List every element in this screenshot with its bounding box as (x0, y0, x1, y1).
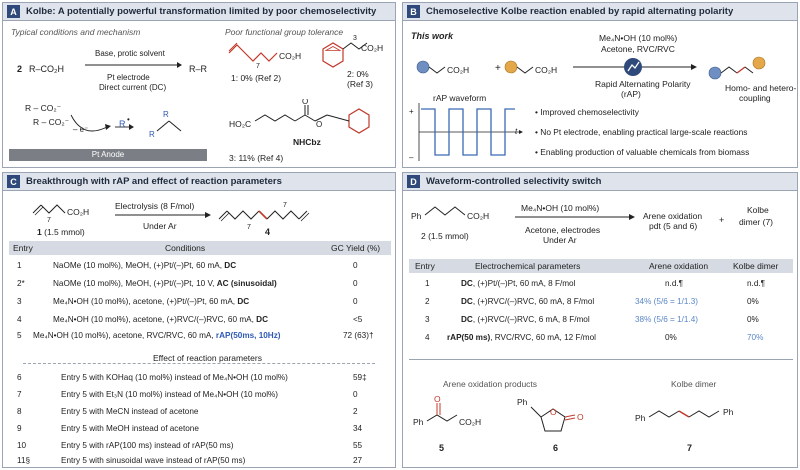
panel-c-letter: C (7, 175, 20, 188)
table-d-entry: 3 (425, 315, 430, 324)
table-c-highlight: DC (256, 315, 268, 324)
panel-d-header (403, 173, 797, 191)
panel-a-letter: A (7, 5, 20, 18)
compound-3-label: 3: 11% (Ref 4) (229, 153, 284, 163)
table-c-row (3, 315, 396, 329)
panel-d-letter: D (407, 175, 420, 188)
svg-text:O: O (302, 99, 309, 106)
table-c-entry: 3 (17, 297, 22, 306)
compound-1-amount: 1 (1.5 mmol) (37, 227, 85, 237)
table-c-effect-text: Entry 5 with sinusoidal wave instead of rAP(50 ms) (61, 456, 246, 465)
svg-text:O: O (316, 120, 323, 129)
d-product2-line2: dimer (7) (739, 217, 774, 227)
coupling-product-structure (705, 53, 775, 83)
table-c-effect-text: Entry 5 with rAP(100 ms) instead of rAP(50 ms) (61, 441, 234, 450)
d-arrow-bottom-1: Acetone, electrodes (525, 225, 601, 235)
product-line-1: Homo- and hetero- (725, 83, 797, 93)
rxn-condition-above: Base, protic solvent (95, 49, 165, 58)
panel-a (2, 2, 396, 168)
svg-text:Ph: Ph (517, 397, 528, 407)
table-d-waveform: DC (461, 297, 473, 306)
table-d-waveform: rAP(50 ms) (447, 333, 491, 342)
pt-anode-bar: Pt Anode (9, 149, 207, 161)
waveform-label: rAP waveform (433, 93, 487, 103)
table-c-effect-yield: 0 (353, 390, 358, 399)
table-d-entry: 4 (425, 333, 430, 342)
table-c-head-entry: Entry (13, 243, 33, 253)
table-d-waveform: DC (461, 279, 473, 288)
table-c-effect-row (3, 373, 396, 387)
table-d-kolbe: 70% (747, 333, 764, 342)
rr-product-sketch (149, 107, 189, 141)
table-c-condition: Me₄N•OH (10 mol%), acetone, (+)RVC/(–)RVC, 60 mA, DC (53, 315, 268, 324)
table-d-kolbe: 0% (747, 297, 759, 306)
effect-heading: Effect of reaction parameters (149, 353, 266, 363)
table-c-condition: Me₄N•OH (10 mol%), acetone, (+)Pt/(–)Pt, 60 mA, DC (53, 297, 250, 306)
compound-5-label: 5 (439, 443, 445, 453)
d-arrow-top: Me₄N•OH (10 mol%) (521, 203, 600, 213)
compound-5-structure (413, 395, 503, 439)
table-d-arene: 0% (665, 333, 677, 342)
electron-loss: – e⁻ (73, 125, 89, 134)
table-c-head-conditions: Conditions (165, 243, 206, 253)
panel-c-title: Breakthrough with rAP and effect of reaction parameters (26, 176, 282, 187)
table-c-effect-entry: 7 (17, 390, 22, 399)
panel-a-header (3, 3, 395, 21)
table-c-highlight: rAP(50ms, 10Hz) (215, 331, 281, 340)
table-c-effect-entry: 11§ (17, 456, 31, 465)
svg-text:7: 7 (247, 224, 251, 231)
svg-text:CO₂H: CO₂H (459, 417, 482, 427)
compound-6-label: 6 (553, 443, 559, 453)
reagent-line-1: Me₄N•OH (10 mol%) (599, 33, 678, 43)
table-d-row (403, 297, 798, 311)
compound-4-structure (217, 197, 347, 231)
conditions-heading: Typical conditions and mechanism (11, 27, 141, 37)
panel-b (402, 2, 798, 168)
product-line-2: coupling (739, 93, 771, 103)
table-c-yield: 0 (353, 261, 358, 270)
table-c-yield: <5 (353, 315, 363, 324)
table-c-highlight: AC (sinusoidal) (216, 279, 277, 288)
this-work-label: This work (411, 31, 454, 41)
table-d-kolbe: n.d.¶ (747, 279, 766, 288)
table-c-effect-text: Entry 5 with MeOH instead of acetone (61, 424, 199, 433)
table-d-bottom-rule (409, 359, 793, 360)
table-d-params: DC, (+)RVC/(–)RVC, 6 mA, 8 F/mol (461, 315, 590, 324)
d-sm-ph: Ph (411, 211, 422, 221)
table-c-entry: 5 (17, 331, 22, 340)
radical-label: R (119, 119, 126, 129)
compound-4-label: 4 (265, 227, 271, 237)
waveform-t-axis: t (515, 127, 518, 136)
table-d-kolbe: 0% (747, 315, 759, 324)
table-d-row (403, 315, 798, 329)
table-c-effect-entry: 9 (17, 424, 22, 433)
compound-1-subscript-c: 7 (47, 217, 51, 224)
waveform-minus: – (409, 153, 414, 162)
table-c-effect-text: Entry 5 with MeCN instead of acetone (61, 407, 199, 416)
compound-2-subscript: 3 (353, 35, 357, 42)
table-c-entry: 4 (17, 315, 22, 324)
table-d-head-kolbe: Kolbe dimer (733, 261, 779, 271)
table-c-highlight: DC (224, 261, 237, 270)
table-c-effect-yield: 34 (353, 424, 363, 433)
d-sm-label: 2 (1.5 mmol) (421, 231, 469, 241)
table-c-head-yield: GC Yield (%) (331, 243, 381, 253)
tolerance-heading: Poor functional group tolerance (225, 27, 344, 37)
table-c-entry: 1 (17, 261, 22, 270)
waveform-plus: + (409, 107, 414, 116)
table-c-effect-yield: 27 (353, 456, 363, 465)
table-c-effect-yield: 55 (353, 441, 363, 450)
table-c-effect-entry: 10 (17, 441, 27, 450)
table-d-params: rAP(50 ms), RVC/RVC, 60 mA, 12 F/mol (447, 333, 596, 342)
rxn-condition-below1: Pt electrode (107, 73, 150, 82)
bullet-3: • Enabling production of valuable chemicals from biomass (535, 147, 750, 157)
table-c-yield: 0 (353, 279, 358, 288)
table-c-effect-row (3, 424, 396, 438)
rxn-condition-below2: Direct current (DC) (99, 83, 167, 92)
panel-d-title: Waveform-controlled selectivity switch (426, 176, 602, 187)
svg-text:Ph: Ph (723, 407, 734, 417)
table-d-params: DC, (+)RVC/(–)RVC, 60 mA, 8 F/mol (461, 297, 595, 306)
panel-a-title: Kolbe: A potentially powerful transformation limited by poor chemoselectivity (26, 6, 377, 17)
effect-divider (23, 363, 375, 364)
reactant-1-co2h: CO₂H (447, 65, 470, 75)
compound-2-co2h: CO₂H (361, 43, 384, 53)
table-c-condition: NaOMe (10 mol%), MeOH, (+)Pt/(–)Pt, 60 mA, DC (53, 261, 237, 270)
rap-waveform-plot (415, 101, 527, 163)
compound-1-label: 1: 0% (Ref 2) (231, 73, 282, 83)
compound-3-nhcbz: NHCbz (293, 137, 321, 147)
table-d-head-entry: Entry (415, 261, 435, 271)
compound-7-structure (635, 399, 785, 433)
rap-label-1: Rapid Alternating Polarity (595, 79, 691, 89)
panel-c (2, 172, 396, 468)
svg-text:7: 7 (283, 202, 287, 209)
panel-b-title: Chemoselective Kolbe reaction enabled by rapid alternating polarity (426, 6, 734, 17)
svg-text:Ph: Ph (635, 413, 646, 423)
panel-c-header (3, 173, 395, 191)
table-c-entry: 2* (17, 279, 25, 288)
table-d-waveform: DC (461, 315, 473, 324)
table-d-row (403, 279, 798, 293)
table-c-row (3, 261, 396, 275)
electrolysis-arrow (113, 211, 213, 219)
table-c-row (3, 331, 396, 345)
compound-3-ho2c: HO₂C (229, 119, 252, 129)
bullet-2: • No Pt electrode, enabling practical large-scale reactions (535, 127, 748, 137)
reactant-2-co2h: CO₂H (535, 65, 558, 75)
kolbe-dimer-heading: Kolbe dimer (671, 379, 717, 389)
table-c-effect-row (3, 390, 396, 404)
table-c-effect-row (3, 441, 396, 455)
under-ar-label: Under Ar (143, 221, 177, 231)
table-c-effect-text: Entry 5 with KOHaq (10 mol%) instead of Me₄N•OH (10 mol%) (61, 373, 288, 382)
table-d-head-arene: Arene oxidation (649, 261, 709, 271)
bullet-1: • Improved chemoselectivity (535, 107, 639, 117)
compound-3-structure (253, 99, 393, 143)
d-product2-line1: Kolbe (747, 205, 769, 215)
d-product1-line2: pdt (5 and 6) (649, 221, 698, 231)
table-c-effect-text: Entry 5 with Et₃N (10 mol%) instead of Me₄N•OH (10 mol%) (61, 390, 279, 399)
table-c-effect-row (3, 407, 396, 421)
panel-b-header (403, 3, 797, 21)
table-c-yield: 0 (353, 297, 358, 306)
reagent-line-2: Acetone, RVC/RVC (601, 44, 675, 54)
table-c-condition: NaOMe (10 mol%), MeOH, (+)Pt/(–)Pt, 10 V, AC (sinusoidal) (53, 279, 277, 288)
compound-2-ref: (Ref 3) (347, 79, 373, 89)
svg-text:O: O (434, 395, 441, 404)
panel-d (402, 172, 798, 468)
table-c-row (3, 297, 396, 311)
radical-dot: • (127, 115, 130, 124)
table-c-highlight: DC (237, 297, 250, 306)
table-c-effect-entry: 8 (17, 407, 22, 416)
compound-7-label: 7 (687, 443, 693, 453)
table-d-entry: 2 (425, 297, 430, 306)
rap-reaction-arrow (571, 55, 701, 79)
arene-products-heading: Arene oxidation products (443, 379, 538, 389)
table-d-arene: 38% (5/6 = 1/1.4) (635, 315, 699, 324)
electrolysis-condition: Electrolysis (8 F/mol) (115, 201, 195, 211)
svg-text:O: O (550, 407, 557, 417)
svg-text:O: O (577, 412, 584, 422)
mechanism-arrows (63, 113, 143, 143)
rap-label-2: (rAP) (621, 89, 641, 99)
d-arrow-bottom-2: Under Ar (543, 235, 577, 245)
svg-text:R: R (163, 110, 169, 119)
table-d-arene: n.d.¶ (665, 279, 684, 288)
table-d-params: DC, (+)Pt/(–)Pt, 60 mA, 8 F/mol (461, 279, 576, 288)
compound-6-structure (517, 395, 597, 439)
table-c-yield: 72 (63)† (343, 331, 374, 340)
panel-b-letter: B (407, 5, 420, 18)
table-c-effect-row (3, 456, 396, 468)
carboxylate-1: R – CO₂⁻ (25, 103, 62, 113)
rxn-product: R–R (189, 64, 208, 74)
table-c-effect-entry: 6 (17, 373, 22, 382)
compound-2-label: 2: 0% (347, 69, 369, 79)
table-d-row (403, 333, 798, 347)
table-d-arene: 34% (5/6 = 1/1.3) (635, 297, 699, 306)
rxn-arrow (83, 61, 183, 69)
d-product1-line1: Arene oxidation (643, 211, 703, 221)
svg-text:R: R (149, 130, 155, 139)
table-c-effect-yield: 2 (353, 407, 358, 416)
table-c-row (3, 279, 396, 293)
compound-1-co2h-c: CO₂H (67, 207, 90, 217)
rxn-coefficient: 2 (17, 64, 23, 74)
rxn-reactant: R–CO₂H (29, 64, 64, 74)
compound-1-subscript: 7 (256, 63, 260, 70)
d-sm-co2h: CO₂H (467, 211, 490, 221)
svg-text:Ph: Ph (413, 417, 424, 427)
compound-1-co2h: CO₂H (279, 51, 302, 61)
d-products-plus: + (719, 215, 725, 225)
table-d-entry: 1 (425, 279, 430, 288)
table-c-condition: Me₄N•OH (10 mol%), acetone, RVC/RVC, 60 mA, rAP(50ms, 10Hz) (33, 331, 281, 340)
carboxylate-2: R – CO₂⁻ (33, 117, 70, 127)
table-d-head-params: Electrochemical parameters (475, 261, 581, 271)
table-c-effect-yield: 59‡ (353, 373, 367, 382)
d-reaction-arrow (513, 213, 637, 221)
reactant-plus: + (495, 63, 501, 74)
